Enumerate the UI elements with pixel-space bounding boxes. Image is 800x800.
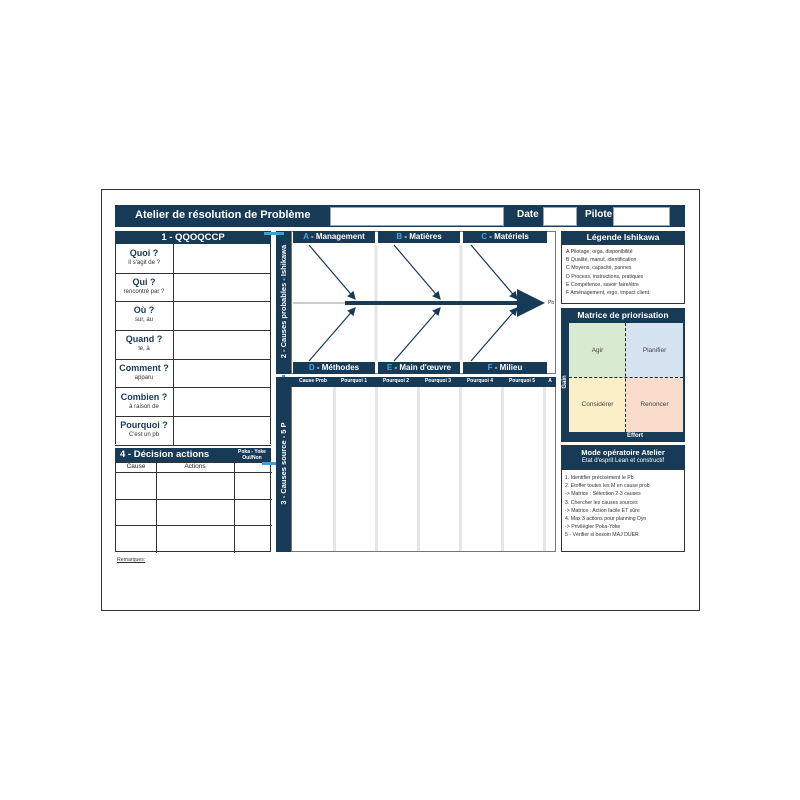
qqoqccp-row	[115, 301, 271, 331]
question-label: Où ?	[133, 305, 155, 316]
category-name: - Méthodes	[314, 363, 360, 372]
five-p-col-header: Pourquoi 4	[466, 378, 494, 384]
matrix-v-divider	[625, 323, 626, 432]
mode-step: 4. Max 3 actions pour planning Dyn	[565, 516, 647, 523]
answer-field[interactable]	[173, 244, 271, 273]
legend-item: F Aménagement, ergo, impact client	[566, 290, 650, 297]
bone-c	[471, 245, 517, 299]
mode-step: 5 - Vérifier si besoin MAJ DUER	[565, 532, 639, 539]
legend-box	[561, 244, 685, 304]
mode-step: -> Matrice : Sélection 2-3 causes	[565, 491, 641, 498]
question-hint: Il s'agit de ?	[128, 260, 160, 266]
question-label: Qui ?	[132, 276, 156, 287]
matrix-h-divider	[569, 377, 683, 378]
col-cause-header: Cause	[116, 463, 157, 473]
five-p-table	[291, 387, 556, 552]
category-name: - Matières	[402, 232, 442, 241]
bone-d	[309, 308, 355, 361]
bone-e	[394, 308, 440, 361]
category-letter: D	[308, 363, 315, 372]
column-separator	[501, 387, 504, 551]
qqoqccp-row	[115, 273, 271, 303]
column-separator	[543, 387, 546, 551]
col-actions-header: Actions	[156, 463, 235, 473]
matrix-quadrant-renoncer: Renoncer	[626, 378, 683, 432]
title-bar	[115, 205, 685, 227]
question-label: Comment ?	[119, 362, 169, 373]
remarks-label: Remarques:	[117, 557, 146, 563]
answer-field[interactable]	[173, 416, 271, 445]
qqoqccp-question-cell	[115, 359, 174, 388]
five-p-col-header: Pourquoi 3	[424, 378, 452, 384]
column-separator	[459, 387, 462, 551]
divider	[116, 499, 272, 500]
five-p-side-label: 3 - Causes source - 5 P	[279, 422, 288, 505]
qqoqccp-question-cell	[115, 273, 174, 302]
question-hint: C'est un pb	[128, 432, 160, 439]
ishikawa-side-bar	[276, 231, 291, 374]
qqoqccp-row	[115, 244, 271, 274]
question-label: Quoi ?	[129, 248, 159, 258]
answer-field[interactable]	[173, 359, 271, 388]
legend-item: D Process, instructions, pratiques	[566, 273, 644, 280]
problem-head-label: Pb	[548, 300, 555, 306]
legend-item: C Moyens, capacité, pannes	[566, 265, 632, 272]
qqoqccp-row	[115, 388, 271, 418]
matrix-quadrant-agir: Agir	[569, 323, 626, 378]
five-p-col-header: Pourquoi 5	[508, 378, 536, 384]
five-p-col-header: A	[548, 378, 552, 384]
divider	[234, 472, 235, 553]
date-field[interactable]	[543, 207, 577, 226]
ishikawa-side-label: 2 - Causes probables - Ishikawa	[279, 244, 288, 359]
pilote-label: Pilote	[585, 209, 613, 220]
qqoqccp-question-cell	[115, 301, 174, 330]
fishbone-diagram	[291, 231, 556, 374]
bone-b	[394, 245, 440, 299]
legend-header: Légende Ishikawa	[561, 231, 685, 244]
answer-field[interactable]	[173, 273, 271, 302]
question-label: Pourquoi ?	[120, 420, 168, 431]
divider	[156, 472, 157, 553]
mode-steps	[561, 469, 685, 552]
decision-title: 4 - Décision actions	[120, 449, 210, 460]
category-name: - Milieu	[492, 363, 523, 372]
five-p-col-header: Cause Prob	[299, 378, 327, 384]
qqoqccp-question-cell	[115, 416, 174, 445]
mode-step: -> Matrice : Action facile ET sûre	[565, 507, 640, 514]
category-name: - Matériels	[486, 232, 529, 241]
category-letter: C	[481, 232, 487, 241]
question-hint: apparu	[134, 374, 154, 381]
date-label: Date	[517, 209, 539, 220]
five-p-col-header: Pourquoi 2	[382, 378, 410, 384]
question-hint: le, à	[138, 346, 150, 353]
mode-header	[561, 445, 685, 469]
question-label: Combien ?	[120, 391, 168, 402]
category-letter: F	[487, 363, 493, 372]
problem-field[interactable]	[330, 207, 504, 226]
mode-step: 2. Etoffer toutes les M en cause prob	[565, 483, 650, 490]
matrix-y-label: Gain	[562, 375, 568, 389]
five-p-side-bar	[276, 377, 291, 552]
divider	[116, 525, 272, 526]
question-hint: rencontré par ?	[123, 288, 165, 295]
category-letter: B	[396, 232, 403, 241]
poka-yoke-label: Poka - Yoke Oui/Non	[238, 449, 266, 461]
qqoqccp-row	[115, 330, 271, 360]
qqoqccp-row	[115, 359, 271, 389]
question-hint: à raison de	[129, 403, 159, 410]
category-name: - Main d'œuvre	[392, 363, 452, 372]
column-separator	[417, 387, 420, 551]
category-letter: E	[386, 363, 393, 372]
category-name: - Management	[308, 232, 365, 241]
column-separator	[375, 387, 378, 551]
pilote-field[interactable]	[613, 207, 670, 226]
legend-item: A Pilotage, orga, disponibilité	[566, 249, 633, 255]
answer-field[interactable]	[173, 330, 271, 359]
qqoqccp-row	[115, 416, 271, 446]
answer-field[interactable]	[173, 388, 271, 417]
question-hint: sur, au	[134, 317, 153, 324]
bone-a	[309, 245, 355, 299]
bone-f	[471, 308, 517, 361]
mode-title: Mode opératoire Atelier	[581, 448, 665, 457]
legend-item: E Compétence, savoir faire/être	[566, 281, 639, 288]
matrix-title: Matrice de priorisation	[577, 310, 669, 320]
mode-subtitle: Etat d'esprit Lean et constructif	[581, 458, 665, 464]
matrix-quadrant-considerer: Considérer	[569, 378, 626, 432]
question-label: Quand ?	[125, 334, 163, 345]
mode-step: -> Privilégier Poka-Yoke	[565, 524, 621, 531]
matrix-quadrant-planifier: Planifier	[626, 323, 683, 378]
matrix-x-label: Effort	[627, 433, 643, 439]
qqoqccp-header: 1 - QQOQCCP	[115, 231, 271, 244]
mode-step: 3. Chercher les causes sources	[565, 499, 638, 506]
mode-step: 1. Identifier précisément le Pb	[565, 475, 634, 481]
priority-matrix	[561, 308, 685, 442]
five-p-header	[291, 377, 556, 387]
qqoqccp-question-cell	[115, 388, 174, 417]
page-title: Atelier de résolution de Problème	[135, 209, 311, 221]
connector-marker	[264, 232, 284, 235]
five-p-col-header: Pourquoi 1	[340, 378, 368, 384]
decision-header	[115, 448, 271, 462]
column-separator	[333, 387, 336, 551]
answer-field[interactable]	[173, 301, 271, 330]
category-letter: A	[303, 232, 309, 241]
decision-table	[115, 462, 271, 552]
qqoqccp-question-cell	[115, 244, 174, 273]
legend-item: B Qualité, manut, identification	[566, 257, 637, 264]
qqoqccp-question-cell	[115, 330, 174, 359]
